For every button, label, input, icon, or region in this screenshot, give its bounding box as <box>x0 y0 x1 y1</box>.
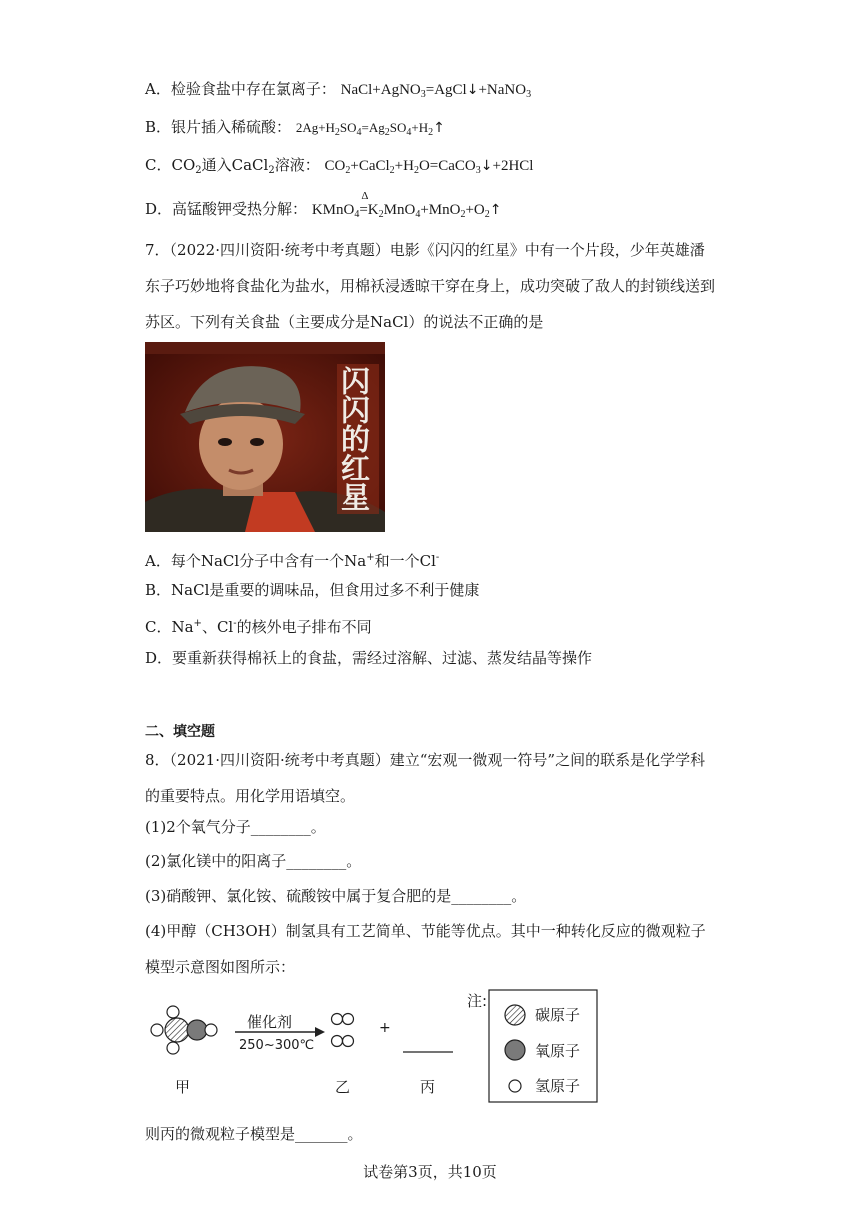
legend-oxygen: 氧原子 <box>535 1042 581 1060</box>
q6-option-b <box>145 117 445 143</box>
q8-part1: (1)2个氧气分子________。 <box>145 818 326 836</box>
legend-carbon: 碳原子 <box>535 1006 581 1024</box>
reaction-diagram <box>145 986 605 1106</box>
q6-option-a-equation: NaCl+AgNO$_3$=AgCl↓+NaNO$_3$ <box>340 82 532 100</box>
q7-option-c: C．Na+、Cl-的核外电子排布不同 <box>145 618 372 636</box>
label-yi: 乙 <box>335 1078 351 1096</box>
q6-option-a-prefix: A．检验食盐中存在氯离子： <box>145 80 336 98</box>
label-jia: 甲 <box>175 1078 191 1096</box>
page-footer: 试卷第3页，共10页 <box>363 1163 497 1181</box>
carbon-atom-icon <box>505 1005 525 1025</box>
q8-part3: (3)硝酸钾、氯化铵、硫酸铵中属于复合肥的是________。 <box>145 887 527 905</box>
q6-option-d-prefix: D．高锰酸钾受热分解： <box>145 200 308 218</box>
q8-part4: (4)甲醇（CH3OH）制氢具有工艺简单、节能等优点。其中一种转化反应的微观粒子模型示意图如图所示： <box>145 922 706 976</box>
temperature-label: 250~300℃ <box>239 1038 315 1053</box>
q7-stem: 7．（2022·四川资阳·统考中考真题）电影《闪闪的红星》中有一个片段，少年英雄潘东子巧妙地将食盐化为盐水，用棉袄浸透晾干穿在身上，成功突破了敌人的封锁线送到苏区。下列有关食盐（主要成分是NaCl）的说法不正确的是 <box>145 241 716 331</box>
q7-option-a: A．每个NaCl分子中含有一个Na+和一个Cl- <box>145 552 440 570</box>
oxygen-atom-icon <box>505 1040 525 1060</box>
methanol-molecule <box>151 1006 217 1054</box>
legend-hydrogen: 氢原子 <box>535 1077 581 1095</box>
q8-stem: 8．（2021·四川资阳·统考中考真题）建立“宏观一微观一符号”之间的联系是化学学科的重要特点。用化学用语填空。 <box>145 751 706 805</box>
q6-option-a <box>145 79 531 105</box>
label-bing: 丙 <box>420 1078 436 1096</box>
q6-option-c-prefix: C．$CO_2$通入CaCl$_2$溶液： <box>145 156 320 176</box>
q8-part2: (2)氯化镁中的阳离子________。 <box>145 852 362 870</box>
film-poster-image <box>145 342 385 532</box>
hydrogen-atom-icon <box>509 1080 521 1092</box>
hydrogen-molecules <box>332 1014 354 1047</box>
q6-option-d-equation: KMnO$_4$ Δ $=K_2MnO_4+MnO_2+O_2↑$ <box>311 190 502 220</box>
section-title-fill-in: 二、填空题 <box>145 724 215 740</box>
q6-option-b-equation: $2Ag+H_2SO_4=Ag_2SO_4+H_2↑$ <box>295 120 445 138</box>
plus-sign: + <box>379 1020 391 1036</box>
q6-option-c-equation: $CO_2+CaCl_2+H_2O=CaCO_3↓+2HCl$ <box>324 158 534 176</box>
q6-option-d <box>145 190 502 225</box>
q6-option-b-prefix: B．银片插入稀硫酸： <box>145 118 292 136</box>
q8-final-question: 则丙的微观粒子模型是_______。 <box>145 1125 363 1143</box>
q6-option-c <box>145 155 533 181</box>
q7-option-d: D．要重新获得棉袄上的食盐，需经过溶解、过滤、蒸发结晶等操作 <box>145 649 593 667</box>
q7-option-b: B．NaCl是重要的调味品，但食用过多不利于健康 <box>145 581 480 599</box>
legend-note-label: 注: <box>467 992 488 1010</box>
film-title: 闪闪的红星 <box>337 366 371 511</box>
catalyst-label: 催化剂 <box>247 1013 293 1031</box>
